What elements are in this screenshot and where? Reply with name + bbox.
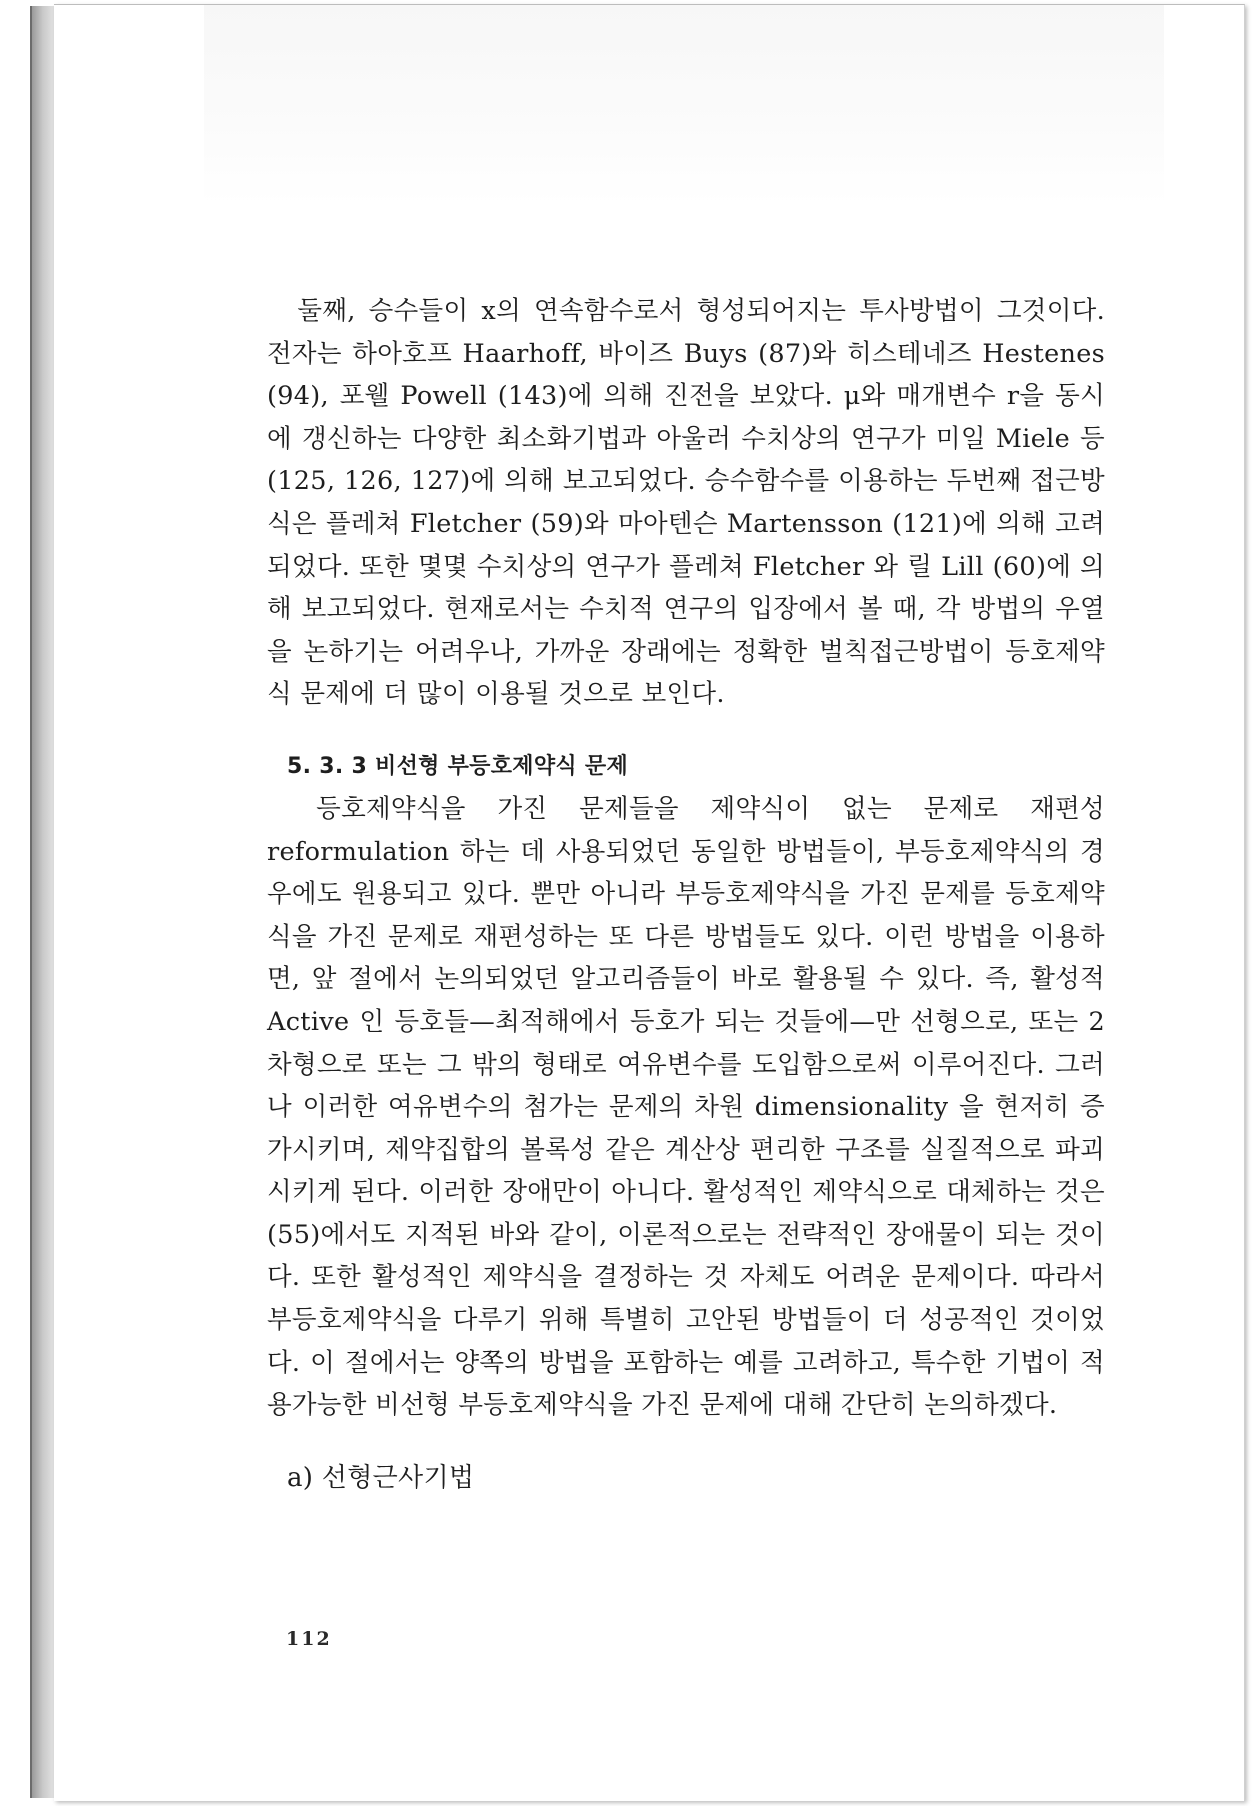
scan-shading xyxy=(204,5,1164,205)
sub-heading: a) 선형근사기법 xyxy=(287,1462,475,1493)
section-heading: 5. 3. 3 비선형 부등호제약식 문제 xyxy=(287,753,629,779)
page-number: 112 xyxy=(286,1628,332,1650)
book-spine-edge xyxy=(30,6,56,1798)
paragraph-multiplier-methods: 둘째, 승수들이 x의 연속함수로서 형성되어지는 투사방법이 그것이다. 전자는 하아호프 Haarhoff, 바이즈 Buys (87)와 히스테네즈 Hestenes (94), 포웰 Powell (143)에 의해 진전을 보았다. μ와 매개변수 r을 동시에 갱신하는 다양한 최소화기법과 아울러 수치상의 연구가 미일 Miele 등 (125, 126, 127)에 의해 보고되었다. 승수함수를 이용하는 두번째 접근방식은 플레쳐 Fletcher (59)와 마아텐슨 Martensson (121)에 의해 고려되었다. 또한 몇몇 수치상의 연구가 플레쳐 Fletcher 와 릴 Lill (60)에 의해 보고되었다. 현재로서는 수치적 연구의 입장에서 볼 때, 각 방법의 우열을 논하기는 어려우나, 가까운 장래에는 정확한 벌칙접근방법이 등호제약식 문제에 더 많이 이용될 것으로 보인다. xyxy=(267,296,1105,710)
paragraph-inequality-constraints: 등호제약식을 가진 문제들을 제약식이 없는 문제로 재편성 reformulation 하는 데 사용되었던 동일한 방법들이, 부등호제약식의 경우에도 원용되고 있다. 뿐만 아니라 부등호제약식을 가진 문제를 등호제약식을 가진 문제로 재편성하는 또 다른 방법들도 있다. 이런 방법을 이용하면, 앞 절에서 논의되었던 알고리즘들이 바로 활용될 수 있다. 즉, 활성적 Active 인 등호들—최적해에서 등호가 되는 것들에—만 선형으로, 또는 2차형으로 또는 그 밖의 형태로 여유변수를 도입함으로써 이루어진다. 그러나 이러한 여유변수의 첨가는 문제의 차원 dimensionality 을 현저히 증가시키며, 제약집합의 볼록성 같은 계산상 편리한 구조를 실질적으로 파괴시키게 된다. 이러한 장애만이 아니다. 활성적인 제약식으로 대체하는 것은 (55)에서도 지적된 바와 같이, 이론적으로는 전략적인 장애물이 되는 것이다. 또한 활성적인 제약식을 결정하는 것 자체도 어려운 문제이다. 따라서 부등호제약식을 다루기 위해 특별히 고안된 방법들이 더 성공적인 것이었다. 이 절에서는 양쪽의 방법을 포함하는 예를 고려하고, 특수한 기법이 적용가능한 비선형 부등호제약식을 가진 문제에 대해 간단히 논의하겠다. xyxy=(267,793,1105,1421)
page-content xyxy=(267,290,1105,1499)
